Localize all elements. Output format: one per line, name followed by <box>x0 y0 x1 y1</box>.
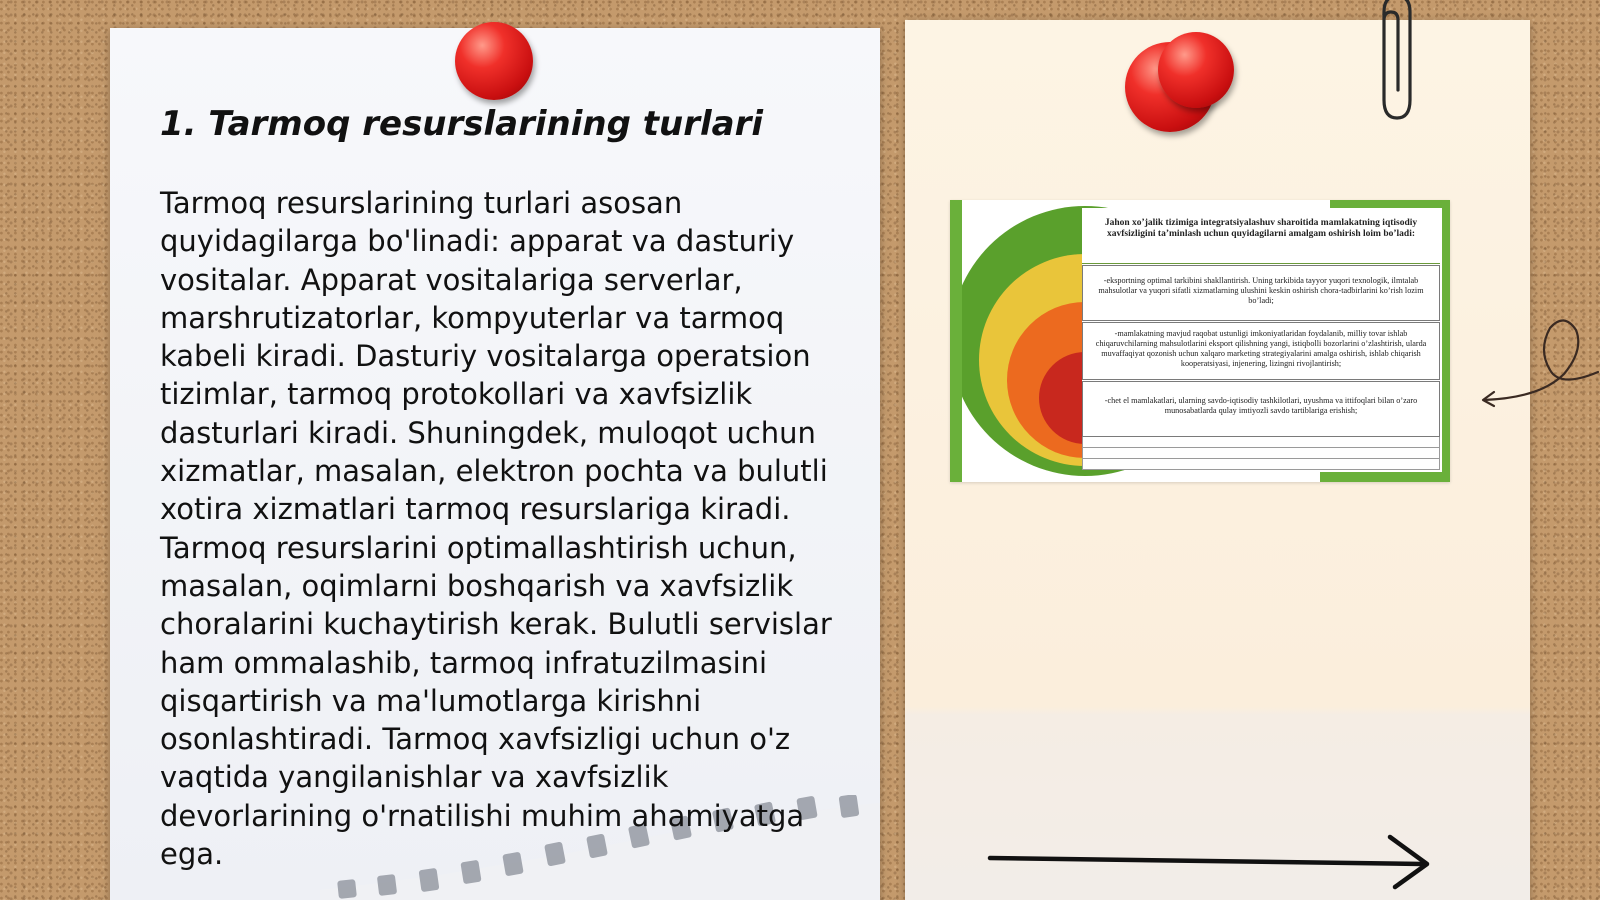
long-arrow-icon <box>985 832 1445 892</box>
infographic-blank-row <box>1082 437 1440 448</box>
paperclip-icon <box>1370 0 1420 125</box>
infographic-blank-row <box>1082 448 1440 459</box>
infographic-heading: Jahon xo’jalik tizimiga integratsiyalashuv sharoitida mamlakatning iqtisodiy xavfsizligini ta’minlash uchun quyidagilarni amalgam oshirish loim bo’ladi: <box>1082 208 1440 264</box>
infographic-blank-row <box>1082 459 1440 470</box>
infographic-item-3: -chet el mamlakatlari, ularning savdo-iqtisodiy tashkilotlari, uyushma va ittifoqlari bilan o’zaro munosabatlarda qulay imtiyozli savdo tartiblariga erishish; <box>1082 381 1440 437</box>
note-title: 1. Tarmoq resurslarining turlari <box>160 104 764 144</box>
infographic-item-2: -mamlakatning mavjud raqobat ustunligi imkoniyatlaridan foydalanib, milliy tovar ishlab chiqaruvchilarning mahsulotlarini eksport qilishning yangi, istiqbolli bozorlarini o’zlashtirish, ularda muvaffaqiyat qozonish uchun xalqaro marketing strategiyalarini amalga oshirish, ishlab chiqarish kooperatsiyasi, injenering, lizingni rivojlantirish; <box>1082 322 1440 380</box>
infographic-image <box>950 200 1450 482</box>
curly-arrow-icon <box>1480 310 1600 410</box>
pushpin-right-secondary-icon <box>1158 32 1234 108</box>
pushpin-left-icon <box>455 22 533 100</box>
infographic-item-1: -eksportning optimal tarkibini shakllantirish. Uning tarkibida tayyor yuqori texnologik, ilmtalab mahsulotlar va yuqori sifatli xizmatlarning ulushini keskin oshirish chora-tadbirlarini ko’rish lozim bo’ladi; <box>1082 265 1440 321</box>
note-body-text: Tarmoq resurslarining turlari asosan quyidagilarga bo'linadi: apparat va dasturiy vositalar. Apparat vositalariga serverlar, marshrutizatorlar, kompyuterlar va tarmoq kabeli kiradi. Dasturiy vositalarga operatsion tizimlar, tarmoq protokollari va xavfsizlik dasturlari kiradi. Shuningdek, muloqot uchun xizmatlar, masalan, elektron pochta va bulutli xotira xizmatlari tarmoq resurslariga kiradi. Tarmoq resurslarini optimallashtirish uchun, masalan, oqimlarni boshqarish va xavfsizlik choralarini kuchaytirish kerak. Bulutli servislar ham ommalashib, tarmoq infratuzilmasini qisqartirish va ma'lumotlarga kirishni osonlashtiradi. Tarmoq xavfsizligi uchun o'z vaqtida yangilanishlar va xavfsizlik devorlarining o'rnatilishi muhim ahamiyatga ega. <box>160 186 832 872</box>
infographic-text-panel <box>1082 208 1440 470</box>
